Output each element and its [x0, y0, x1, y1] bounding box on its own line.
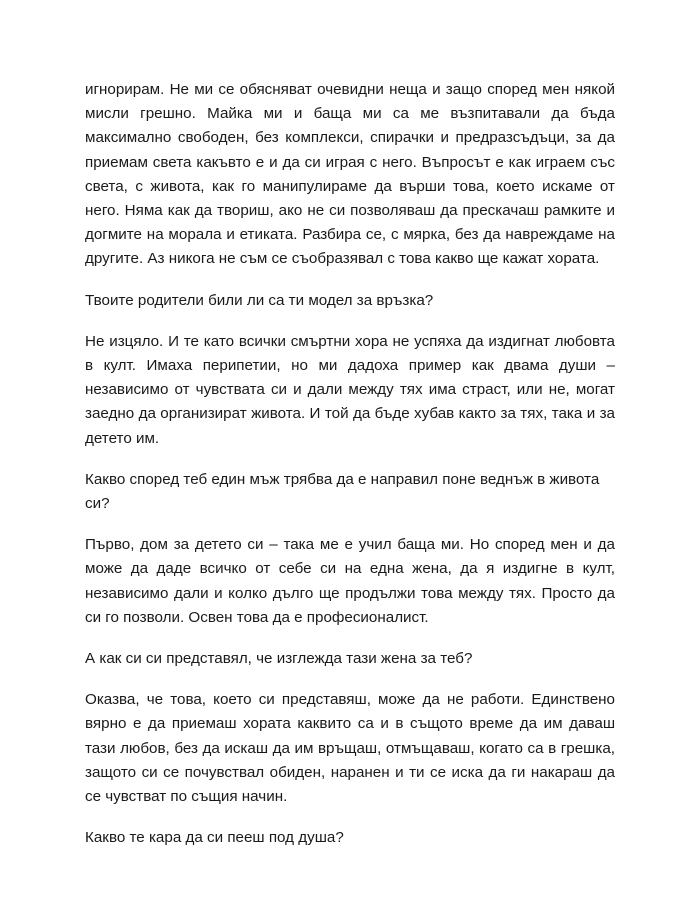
- paragraph-question: Твоите родители били ли са ти модел за връзка?: [85, 291, 434, 309]
- paragraph-question: Какво те кара да си пееш под душа?: [85, 829, 344, 847]
- paragraph-question: А как си си представял, че изглежда тази жена за теб?: [85, 650, 473, 668]
- paragraph-answer: Първо, дом за детето си – така ме е учил баща ми. Но според мен и да може да даде всичко от себе си на една жена, да я издигне в култ, независимо дали и колко дълго ще продължи това между тях. Просто да си го позволи. Освен това да е професионалист.: [85, 536, 615, 626]
- paragraph-question: Какво според теб един мъж трябва да е направил поне веднъж в живота си?: [85, 470, 600, 513]
- paragraph-answer: Оказва, че това, което си представяш, може да не работи. Единствено вярно е да приемаш хората каквито са и в същото време да им даваш тази любов, без да искаш да им връщаш, отмъщаваш, когато са в грешка, защото си се почувствал обиден, наранен и ти се иска да ги накараш да се чувстват по същия начин.: [85, 691, 615, 806]
- paragraph-answer: Не изцяло. И те като всички смъртни хора не успяха да издигнат любовта в култ. Имаха перипетии, но ми дадоха пример как двама души – независимо от чувствата си и дали между тях има страст, или не, могат заедно да организират живота. И той да бъде хубав както за тях, така и за детето им.: [85, 332, 615, 447]
- paragraph-answer: игнорирам. Не ми се обясняват очевидни неща и защо според мен някой мисли грешно. Майка ми и баща ми са ме възпитавали да бъда максимално свободен, без комплекси, спирачки и предразсъдъци, за да приемам света какъвто е и да си играя с него. Въпросът е как играем със света, с живота, как го манипулираме да върши това, което искаме от него. Няма как да твориш, ако не си позволяваш да прескачаш рамките и догмите на морала и етиката. Разбира се, с мярка, без да навреждаме на другите. Аз никога не съм се съобразявал с това какво ще кажат хората.: [85, 81, 615, 268]
